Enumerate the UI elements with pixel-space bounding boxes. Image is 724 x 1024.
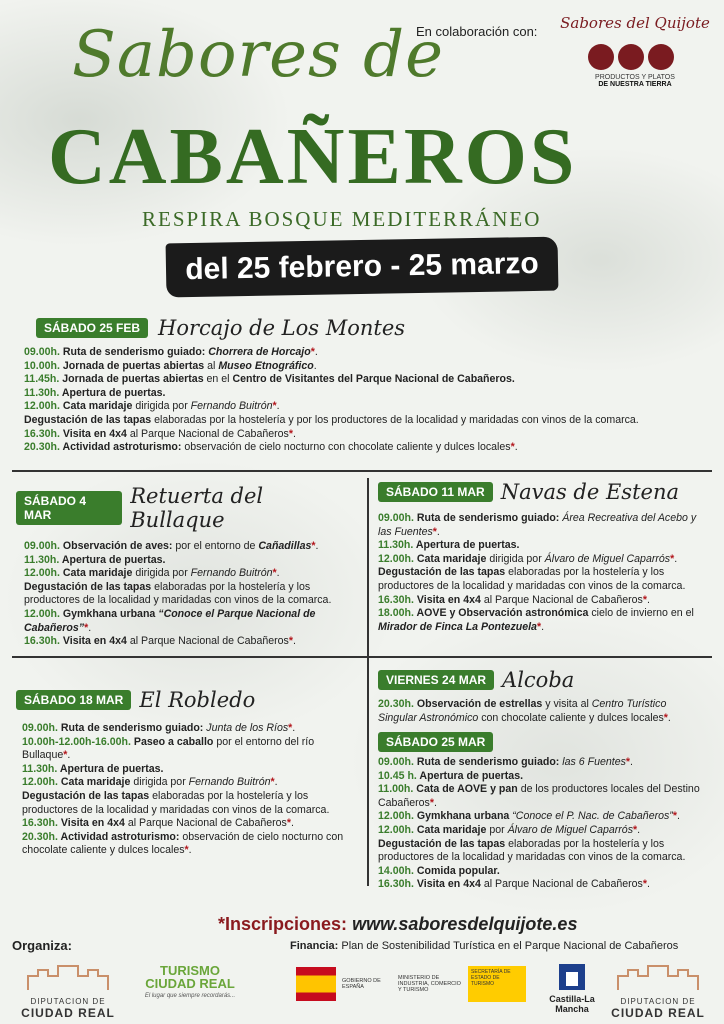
time-label: 11.00h.	[378, 783, 414, 796]
collab-text: En colaboración con:	[416, 24, 538, 39]
schedule-text: Degustación de las tapas	[378, 566, 506, 579]
schedule-item	[378, 607, 708, 634]
schedule-text: .	[276, 400, 280, 413]
schedule-item	[22, 736, 358, 763]
schedule-text: Centro Turístico Singular Astronómico	[378, 698, 667, 724]
asterisk-mark: *	[311, 540, 316, 552]
asterisk-mark: *	[672, 810, 677, 823]
schedule-item	[378, 553, 708, 567]
schedule-text: al	[204, 359, 219, 372]
schedule-text: .	[276, 567, 280, 580]
time-label: 09.00h.	[22, 722, 58, 734]
schedule-item	[378, 878, 708, 892]
place-name: Horcajo de Los Montes	[158, 316, 406, 340]
schedule-text: Observación de estrellas	[413, 698, 543, 710]
schedule-text: cielo de invierno en el	[588, 607, 694, 620]
spain-flag-icon	[296, 967, 336, 1001]
time-label: 16.30h.	[378, 593, 414, 606]
turismo-text: TURISMO CIUDAD REAL	[145, 963, 235, 991]
asterisk-mark: *	[270, 776, 275, 789]
schedule-text: Ruta de senderismo guiado:	[59, 346, 209, 358]
financia-text: Plan de Sostenibilidad Turística en el Parque Nacional de Cabañeros	[341, 940, 679, 952]
schedule-item	[24, 635, 358, 649]
schedule-text: Cata maridaje	[413, 552, 487, 565]
gob2-text: MINISTERIO DE INDUSTRIA, COMERCIO Y TURISMO	[398, 975, 461, 993]
schedule-text: al Parque Nacional de Cabañeros	[126, 635, 289, 648]
schedule-text: Álvaro de Miguel Caparrós	[544, 552, 671, 565]
schedule-text: .	[67, 749, 71, 762]
financia-label: Financia:	[290, 940, 339, 952]
schedule-text: en el	[203, 373, 233, 386]
asterisk-mark: *	[429, 796, 434, 809]
schedule-text: Fernando Buitrón	[190, 400, 273, 413]
schedule-text: y visita al	[542, 698, 592, 710]
asterisk-mark: *	[63, 749, 68, 762]
schedule-text: al Parque Nacional de Cabañeros	[124, 817, 287, 830]
schedule-text: elaboradas por la hostelería y los productores de la localidad y maridadas con vinos de la comarca.	[378, 837, 686, 864]
schedule-item	[378, 698, 708, 725]
clm-text: Castilla-La Mancha	[549, 994, 595, 1014]
schedule-text: por el entorno del río Bullaque	[22, 735, 315, 762]
schedule-text: “Conoce el Parque Nacional de Cabañeros”	[24, 607, 316, 634]
dipu-line1: DIPUTACION DE	[30, 997, 106, 1006]
schedule-text: Gymkhana urbana	[413, 810, 513, 823]
schedule-text: Museo Etnográfico	[218, 359, 314, 372]
schedule-text: .	[646, 593, 650, 606]
time-label: 14.00h.	[378, 864, 414, 877]
gob3-text: SECRETARÍA DE ESTADO DE TURISMO	[468, 966, 526, 1002]
schedule-item	[378, 865, 708, 879]
schedule-item	[378, 824, 708, 838]
subtitle: RESPIRA BOSQUE MEDITERRÁNEO	[142, 207, 542, 231]
schedule-text: Jornada de puertas abiertas	[59, 359, 205, 372]
collab-logo-line1: PRODUCTOS Y PLATOS	[595, 74, 675, 81]
schedule-text: Cata de AOVE y pan	[413, 783, 518, 796]
date-label: SÁBADO 18 MAR	[16, 690, 131, 710]
section-sabado-18-mar	[16, 688, 358, 858]
schedule-text: Apertura de puertas.	[416, 769, 524, 782]
schedule-text: Centro de Visitantes del Parque Nacional de Cabañeros.	[232, 373, 515, 386]
schedule-item	[378, 770, 708, 784]
schedule-text: .	[313, 359, 317, 372]
schedule-text: Cata maridaje	[57, 776, 131, 789]
schedule-text: al Parque Nacional de Cabañeros	[126, 427, 289, 440]
time-label: 09.00h.	[378, 512, 414, 524]
section-sabado-11-mar	[378, 480, 708, 634]
asterisk-mark: *	[625, 756, 631, 768]
schedule-text: .	[436, 525, 440, 538]
schedule-text: .	[514, 441, 518, 454]
schedule-item	[24, 360, 696, 374]
time-label: 12.00h.	[378, 552, 414, 565]
time-label: 16.30h.	[378, 878, 414, 891]
schedule-text: Visita en 4x4	[59, 427, 127, 440]
schedule-text: observación de cielo nocturno con chocolate caliente y dulces locales	[181, 441, 511, 454]
logo-dots-icon	[588, 44, 674, 70]
time-label: 11.30h.	[378, 539, 414, 552]
schedule-text: Ruta de senderismo guiado:	[413, 756, 563, 768]
schedule-item	[378, 783, 708, 810]
date-label: SÁBADO 11 MAR	[378, 482, 493, 502]
schedule-item	[378, 838, 708, 865]
schedule-text: elaboradas por la hostelería y los productores de la localidad y maridadas con vinos de la comarca.	[24, 580, 332, 607]
asterisk-mark: *	[633, 823, 638, 836]
schedule-text: dirigida por	[132, 400, 191, 413]
diputacion-logo-right	[596, 962, 720, 1020]
place-name: Alcoba	[502, 668, 575, 692]
turismo-ciudad-real-logo	[140, 964, 240, 1003]
time-label: 16.30h.	[22, 817, 58, 830]
collab-logo-line2: DE NUESTRA TIERRA	[598, 81, 672, 88]
dipu-line2: CIUDAD REAL	[21, 1006, 115, 1020]
schedule-text: Gymkhana urbana	[59, 607, 159, 620]
schedule-list	[22, 722, 358, 858]
schedule-text: elaboradas por la hostelería y por los productores de la localidad y maridadas con vinos de la comarca.	[151, 413, 639, 426]
collab-logo-name: Sabores del Quijote	[560, 14, 710, 32]
section-viernes-24-mar	[378, 668, 708, 725]
time-label: 12.00h.	[24, 567, 60, 580]
time-label: 11.45h.	[24, 373, 60, 386]
time-label: 11.30h.	[24, 386, 60, 399]
time-label: 12.00h.	[24, 607, 60, 620]
time-label: 09.00h.	[24, 540, 60, 552]
schedule-text: por	[486, 823, 508, 836]
organiza-label: Organiza:	[12, 938, 72, 953]
place-name: Retuerta del Bullaque	[130, 484, 264, 532]
schedule-text: Junta de los Ríos	[206, 722, 289, 734]
schedule-text: Visita en 4x4	[413, 593, 481, 606]
schedule-item	[378, 810, 708, 824]
schedule-item	[22, 817, 358, 831]
asterisk-mark: *	[184, 844, 189, 857]
schedule-text: Cañadillas	[258, 540, 312, 552]
schedule-text: .	[290, 817, 294, 830]
time-label: 09.00h.	[378, 756, 414, 768]
time-label: 20.30h.	[24, 441, 60, 454]
schedule-text: .	[630, 756, 633, 768]
section-sabado-25-feb	[24, 316, 696, 455]
time-label: 12.00h.	[378, 810, 414, 823]
title-line-1: Sabores de	[72, 18, 444, 92]
date-label: SÁBADO 4 MAR	[16, 491, 122, 525]
schedule-text: .	[541, 620, 545, 633]
dates-banner: del 25 febrero - 25 marzo	[166, 237, 559, 298]
schedule-text: .	[292, 427, 296, 440]
schedule-text: Chorrera de Horcajo	[208, 346, 311, 358]
asterisk-mark: *	[432, 525, 437, 538]
financia-line	[290, 940, 678, 952]
asterisk-mark: *	[288, 427, 293, 440]
schedule-item	[24, 373, 696, 387]
schedule-text: Ruta de senderismo guiado:	[413, 512, 563, 524]
schedule-text: .	[676, 810, 680, 823]
schedule-text: al Parque Nacional de Cabañeros	[480, 878, 643, 891]
asterisk-mark: *	[663, 711, 668, 724]
schedule-text: Comida popular.	[413, 864, 500, 877]
schedule-text: Apertura de puertas.	[59, 386, 166, 399]
dipu-line1: DIPUTACION DE	[620, 997, 696, 1006]
time-label: 10.00h-12.00h-16.00h.	[22, 735, 131, 748]
schedule-text: dirigida por	[130, 776, 189, 789]
asterisk-mark: *	[288, 635, 293, 648]
schedule-text: Cata maridaje	[59, 400, 133, 413]
schedule-item	[22, 776, 358, 790]
schedule-item	[24, 554, 358, 568]
time-label: 12.00h.	[378, 823, 414, 836]
castle-icon	[23, 962, 113, 992]
place-name: Navas de Estena	[500, 480, 679, 504]
schedule-item	[22, 763, 358, 777]
schedule-text: Cata maridaje	[59, 567, 133, 580]
schedule-text: Fernando Buitrón	[188, 776, 271, 789]
schedule-text: “Conoce el P. Nac. de Cabañeros”	[512, 810, 673, 823]
time-label: 16.30h.	[24, 635, 60, 648]
schedule-text: .	[637, 823, 641, 836]
asterisk-mark: *	[510, 441, 515, 454]
section-sabado-25-mar	[378, 732, 708, 892]
schedule-text: elaboradas por la hostelería y los productores de la localidad y maridadas con vinos de la comarca.	[22, 789, 330, 816]
divider-horizontal	[12, 470, 712, 472]
schedule-item	[24, 608, 358, 635]
schedule-text: al Parque Nacional de Cabañeros	[480, 593, 643, 606]
schedule-list	[378, 756, 708, 892]
asterisk-mark: *	[670, 552, 675, 565]
asterisk-mark: *	[288, 722, 293, 734]
schedule-text: Ruta de senderismo guiado:	[57, 722, 207, 734]
asterisk-mark: *	[642, 878, 647, 891]
schedule-list	[378, 698, 708, 725]
schedule-item	[24, 414, 696, 428]
schedule-text: .	[314, 346, 318, 358]
schedule-text: Álvaro de Miguel Caparrós	[507, 823, 633, 836]
clm-castle-icon	[557, 962, 587, 992]
schedule-text: .	[292, 635, 296, 648]
gobierno-logo	[296, 966, 526, 1002]
schedule-list	[378, 512, 708, 634]
time-label: 20.30h.	[22, 830, 58, 843]
time-label: 10.45 h.	[378, 769, 417, 782]
schedule-list	[24, 346, 696, 455]
schedule-text: con chocolate caliente y dulces locales	[478, 711, 664, 724]
schedule-item	[378, 539, 708, 553]
schedule-text: Actividad astroturismo:	[57, 830, 180, 843]
schedule-text: Apertura de puertas.	[59, 553, 166, 566]
schedule-text: Actividad astroturismo:	[59, 441, 182, 454]
dipu-line2: CIUDAD REAL	[611, 1006, 705, 1020]
schedule-item	[22, 722, 358, 736]
inscripciones-line	[218, 914, 577, 935]
inscripciones-url[interactable]: www.saboresdelquijote.es	[352, 914, 578, 934]
time-label: 09.00h.	[24, 346, 60, 358]
schedule-text: Apertura de puertas.	[413, 539, 520, 552]
schedule-item	[24, 581, 358, 608]
title-line-2: CABAÑEROS	[48, 113, 578, 201]
schedule-text: Degustación de las tapas	[24, 580, 152, 593]
schedule-text: dirigida por	[132, 567, 191, 580]
schedule-text: las 6 Fuentes	[562, 756, 626, 768]
schedule-text: .	[274, 776, 278, 789]
date-label: SÁBADO 25 FEB	[36, 318, 148, 338]
sabores-quijote-logo	[560, 14, 710, 110]
schedule-text: Degustación de las tapas	[24, 413, 152, 426]
gob1-text: GOBIERNO DE ESPAÑA	[342, 978, 381, 990]
schedule-text: Visita en 4x4	[413, 878, 481, 891]
castle-icon	[613, 962, 703, 992]
schedule-text: .	[188, 844, 192, 857]
schedule-text: Cata maridaje	[413, 823, 487, 836]
schedule-text: Apertura de puertas.	[57, 762, 164, 775]
schedule-item	[24, 540, 358, 554]
time-label: 12.00h.	[24, 400, 60, 413]
schedule-text: Jornada de puertas abiertas	[59, 373, 204, 386]
schedule-text: elaboradas por la hostelería y los productores de la localidad y maridadas con vinos de la comarca.	[378, 566, 686, 592]
schedule-text: dirigida por	[486, 552, 545, 565]
schedule-item	[24, 387, 696, 401]
schedule-text: .	[433, 796, 437, 809]
asterisk-mark: *	[536, 620, 542, 633]
schedule-item	[378, 512, 708, 539]
asterisk-mark: *	[272, 400, 277, 413]
asterisk-mark: *	[272, 567, 277, 580]
schedule-list	[24, 540, 358, 649]
schedule-text: .	[674, 552, 678, 565]
schedule-text: observación de cielo nocturno con chocolate caliente y dulces locales	[22, 830, 344, 857]
date-label: VIERNES 24 MAR	[378, 670, 494, 690]
time-label: 20.30h.	[378, 698, 414, 710]
schedule-item	[22, 790, 358, 817]
time-label: 16.30h.	[24, 427, 60, 440]
time-label: 12.00h.	[22, 776, 58, 789]
asterisk-mark: *	[286, 817, 291, 830]
schedule-text: por el entorno de	[172, 540, 259, 552]
schedule-text: Paseo a caballo	[130, 735, 214, 748]
asterisk-mark: *	[642, 593, 647, 606]
inscripciones-label: *Inscripciones:	[218, 914, 348, 934]
schedule-text: Observación de aves:	[59, 540, 173, 552]
schedule-text: .	[292, 722, 296, 734]
schedule-item	[24, 428, 696, 442]
schedule-item	[24, 567, 358, 581]
schedule-text: .	[646, 878, 650, 891]
schedule-item	[24, 400, 696, 414]
schedule-text: .	[667, 711, 671, 724]
place-name: El Robledo	[139, 688, 256, 712]
schedule-text: de los productores locales del Destino Cabañeros	[378, 783, 700, 809]
divider-vertical	[367, 478, 369, 886]
divider-horizontal	[12, 656, 712, 658]
schedule-text: Degustación de las tapas	[378, 837, 506, 850]
turismo-tagline: El lugar que siempre recordarás...	[144, 993, 236, 999]
schedule-text: Visita en 4x4	[59, 635, 127, 648]
time-label: 11.30h.	[22, 762, 58, 775]
time-label: 18.00h.	[378, 607, 414, 620]
diputacion-logo-left	[6, 962, 130, 1020]
schedule-text: .	[88, 621, 92, 634]
schedule-text: Fernando Buitrón	[190, 567, 273, 580]
schedule-text: Degustación de las tapas	[22, 789, 150, 802]
schedule-item	[378, 756, 708, 770]
schedule-item	[24, 441, 696, 455]
section-sabado-4-mar	[16, 484, 358, 649]
date-label: SÁBADO 25 MAR	[378, 732, 493, 752]
time-label: 11.30h.	[24, 553, 60, 566]
schedule-item	[378, 594, 708, 608]
schedule-text: .	[315, 540, 319, 552]
schedule-item	[22, 831, 358, 858]
asterisk-mark: *	[84, 621, 89, 634]
schedule-text: Área Recreativa del Acebo y las Fuentes	[378, 512, 697, 538]
schedule-item	[378, 566, 708, 593]
schedule-text: Visita en 4x4	[57, 817, 125, 830]
schedule-item	[24, 346, 696, 360]
schedule-text: Mirador de Finca La Pontezuela	[378, 620, 537, 633]
time-label: 10.00h.	[24, 359, 60, 372]
schedule-text: AOVE y Observación astronómica	[413, 607, 589, 620]
asterisk-mark: *	[310, 346, 315, 358]
